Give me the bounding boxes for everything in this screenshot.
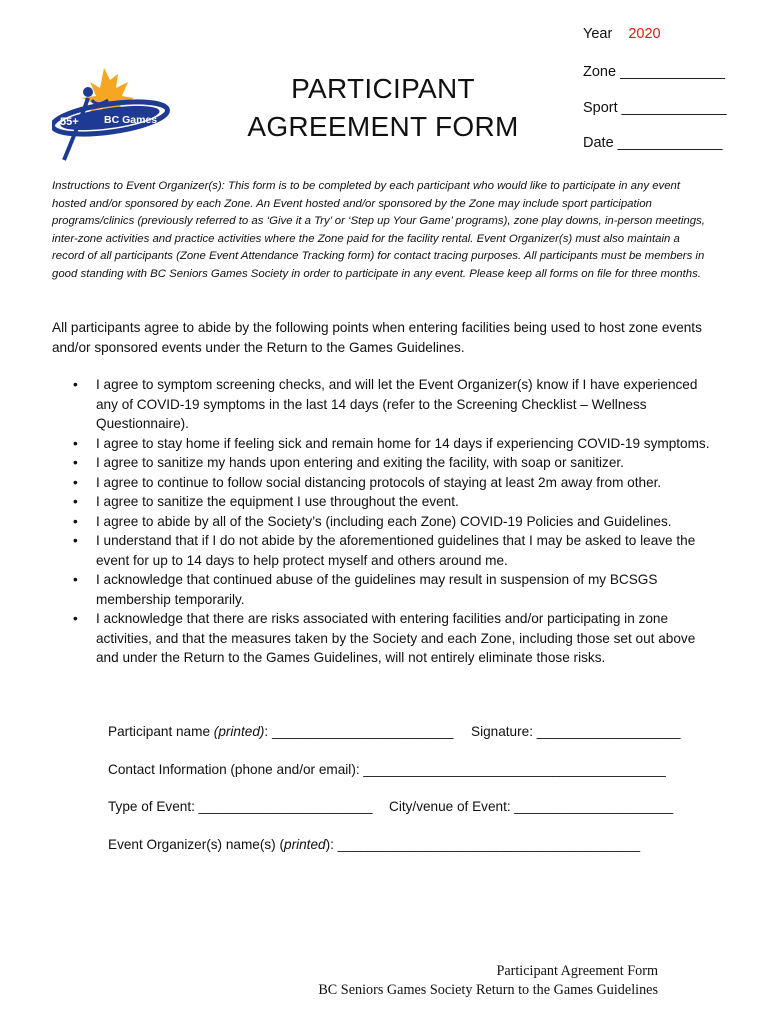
year-row — [583, 26, 661, 42]
bullet-icon: • — [73, 474, 78, 490]
list-item: • I acknowledge that there are risks associated with entering facilities and/or participating in zone activities, and that the measures taken by the Society and each Zone, including those set out above and under the Return to the Games Guidelines, will not entirely eliminate those risks. — [73, 611, 696, 665]
bc-games-logo — [52, 66, 184, 162]
footer-line-1: Participant Agreement Form — [496, 963, 658, 979]
bullet-icon: • — [73, 455, 78, 470]
participant-name-field[interactable]: Participant name (printed): ________________________ — [108, 724, 454, 739]
bullet-icon: • — [73, 513, 78, 529]
event-organizer-field[interactable]: Event Organizer(s) name(s) (printed): ________________________________________ — [108, 837, 641, 852]
bullet-icon: • — [73, 494, 78, 509]
date-field[interactable]: Date _____________ — [583, 135, 723, 151]
list-item: • I agree to stay home if feeling sick and remain home for 14 days if experiencing COVID-19 symptoms. — [52, 434, 712, 454]
bullet-icon: • — [73, 435, 78, 451]
city-venue-field[interactable]: City/venue of Event: _____________________ — [389, 799, 674, 814]
list-item: • I agree to sanitize my hands upon entering and exiting the facility, with soap or sanitizer. — [52, 453, 712, 473]
footer-line-2: BC Seniors Games Society Return to the Games Guidelines — [318, 982, 658, 998]
title-line-2: AGREEMENT FORM — [247, 111, 519, 142]
bullet-icon: • — [73, 533, 78, 548]
zone-field[interactable]: Zone _____________ — [583, 64, 725, 80]
form-title — [238, 70, 528, 146]
logo-text: 55+ — [60, 116, 79, 128]
svg-text:BC Games: BC Games — [104, 114, 158, 126]
instructions-paragraph: Instructions to Event Organizer(s): This form is to be completed by each participant who would like to participate in any event hosted and/or sponsored by each Zone. An Event hosted and/or sponsored by the Zone may include sport participation programs/clinics (previously referred to as ‘Give it a Try’ or ‘Step up Your Game’ programs), zone play downs, in-person meetings, inter-zone activities and practice activities where the Zone paid for the facility rental. Event Organizer(s) must also maintain a record of all participants (Zone Event Attendance Tracking form) for contact tracing purposes. All participants must be members in good standing with BC Seniors Games Society in order to participate in any event. Please keep all forms on file for three months. — [52, 180, 705, 280]
intro-paragraph: All participants agree to abide by the following points when entering facilities being used to host zone events and/or sponsored events under the Return to the Games Guidelines. — [52, 320, 702, 355]
bullet-icon: • — [73, 377, 78, 392]
list-item: • I agree to symptom screening checks, and will let the Event Organizer(s) know if I have experienced any of COVID-19 symptoms in the last 14 days (refer to the Screening Checklist – Wellness Questionnaire). — [73, 377, 698, 431]
list-item: • I agree to abide by all of the Society’s (including each Zone) COVID-19 Policies and Guidelines. — [52, 512, 712, 532]
year-value: 2020 — [628, 26, 661, 42]
sport-field[interactable]: Sport _____________ — [583, 100, 727, 116]
contact-info-field[interactable]: Contact Information (phone and/or email): ________________________________________ — [108, 762, 666, 777]
list-item: • I understand that if I do not abide by the aforementioned guidelines that I may be asked to leave the event for up to 14 days to help protect myself and others around me. — [73, 533, 696, 568]
signature-field[interactable]: Signature: ___________________ — [471, 724, 681, 739]
page-footer — [318, 962, 658, 1000]
bullet-icon: • — [73, 611, 78, 626]
list-item: • I acknowledge that continued abuse of the guidelines may result in suspension of my BCSGS membership temporarily. — [73, 572, 658, 607]
agreement-list — [52, 375, 712, 668]
type-of-event-field[interactable]: Type of Event: _______________________ — [108, 799, 373, 814]
bullet-icon: • — [73, 572, 78, 587]
list-item: • I agree to continue to follow social distancing protocols of staying at least 2m away from other. — [52, 473, 712, 493]
list-item: • I agree to sanitize the equipment I use throughout the event. — [52, 492, 712, 512]
year-label: Year — [583, 26, 613, 42]
maple-leaf-icon — [52, 66, 184, 162]
title-line-1: PARTICIPANT — [291, 73, 475, 104]
